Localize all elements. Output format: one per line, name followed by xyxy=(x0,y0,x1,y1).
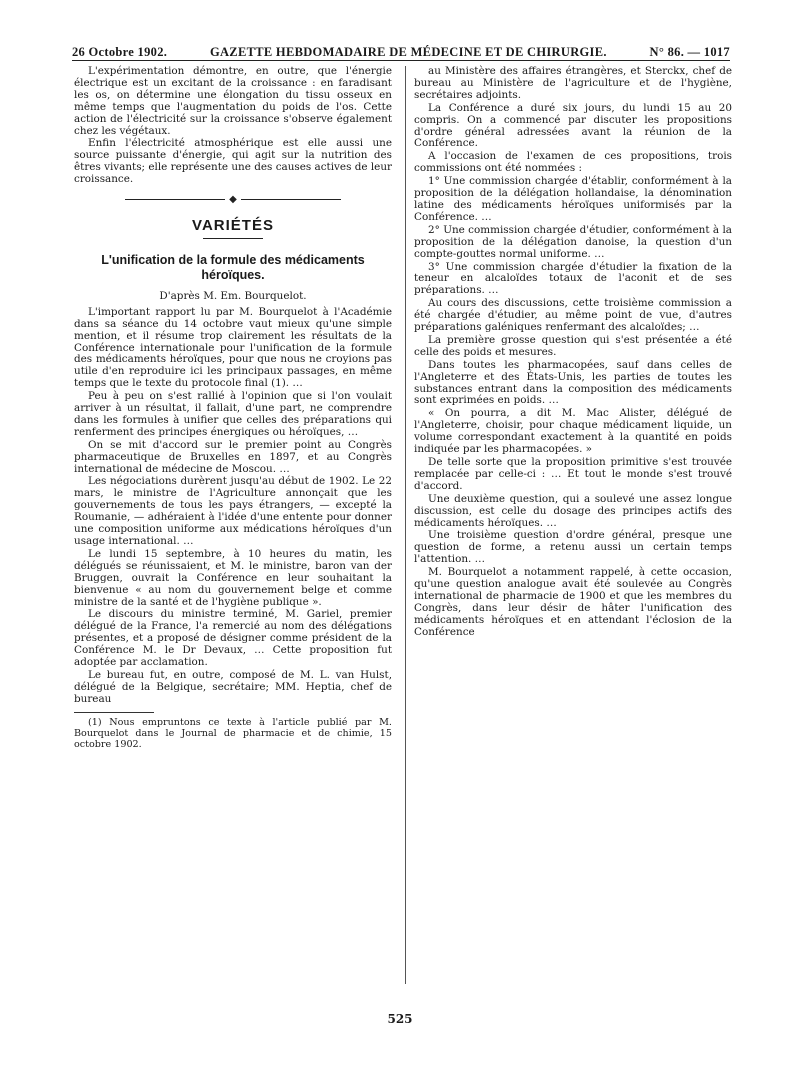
footnote: (1) Nous empruntons ce texte à l'article publié par M. Bourquelot dans le Journal de pharmacie et de chimie, 15 octobre 1902. xyxy=(74,716,392,750)
article-title: L'unification de la formule des médicaments héroïques. xyxy=(101,252,365,282)
body-paragraph: Une deuxième question, qui a soulevé une assez longue discussion, est celle du dosage des principes actifs des médicaments héroïques. … xyxy=(414,492,732,529)
body-paragraph: De telle sorte que la proposition primitive s'est trouvée remplacée par celle-ci : … Et tout le monde s'est trouvé d'accord. xyxy=(414,456,732,492)
footnote-rule xyxy=(74,712,154,713)
body-paragraph: A l'occasion de l'examen de ces propositions, trois commissions ont été nommées : xyxy=(414,150,732,175)
body-paragraph: On se mit d'accord sur le premier point au Congrès pharmaceutique de Bruxelles en 1897, et au Congrès international de médecine de Moscou. … xyxy=(74,438,392,475)
section-rule xyxy=(203,238,263,239)
body-paragraph: 3° Une commission chargée d'étudier la fixation de la teneur en alcaloïdes totaux de l'aconit et de ses préparations. … xyxy=(414,260,732,297)
header-issue-page: N° 86. — 1017 xyxy=(649,45,730,59)
column-divider xyxy=(405,66,406,984)
section-ornament: ◆ xyxy=(74,194,392,206)
body-paragraph: Le bureau fut, en outre, composé de M. L. van Hulst, délégué de la Belgique, secrétaire; MM. Heptia, chef de bureau xyxy=(74,668,392,705)
body-paragraph: La Conférence a duré six jours, du lundi 15 au 20 compris. On a commencé par discuter les propositions d'ordre général adressées avant la réunion de la Conférence. xyxy=(414,101,732,150)
body-paragraph: Dans toutes les pharmacopées, sauf dans celles de l'Angleterre et des États-Unis, les parties de toutes les substances entrant dans la composition des médicaments sont exprimées en poids. … xyxy=(414,358,732,407)
body-paragraph: Peu à peu on s'est rallié à l'opinion que si l'on voulait arriver à un résultat, il fallait, d'une part, ne comprendre dans les formules à unifier que celles des préparations qui renferment des principes énergiques ou héroïques, … xyxy=(74,390,392,438)
header-journal-title: GAZETTE HEBDOMADAIRE DE MÉDECINE ET DE CHIRURGIE. xyxy=(209,45,607,59)
body-paragraph: Une troisième question d'ordre général, presque une question de forme, a retenu aussi un certain temps l'attention. … xyxy=(414,529,732,566)
running-header xyxy=(72,38,730,61)
intro-paragraph: Enfin l'électricité atmosphérique est elle aussi une source puissante d'énergie, qui agit sur la nutrition des êtres vivants; elle représente une des causes actives de leur croissance. xyxy=(74,137,392,186)
body-paragraph: Les négociations durèrent jusqu'au début de 1902. Le 22 mars, le ministre de l'Agriculture annonçait que les gouvernements de tous les pays étrangers, — excepté la Roumanie, — adhéraient à l'idée d'une entente pour donner une composition uniforme aux médications héroïques d'un usage international. … xyxy=(74,475,392,547)
right-column xyxy=(414,66,732,640)
left-column xyxy=(74,66,392,750)
header-date: 26 Octobre 1902. xyxy=(72,45,168,59)
body-paragraph: Au cours des discussions, cette troisième commission a été chargée d'étudier, au même point de vue, d'autres préparations galéniques renfermant des alcaloïdes; … xyxy=(414,297,732,334)
article-byline: D'après M. Em. Bourquelot. xyxy=(159,289,307,302)
body-paragraph: Le lundi 15 septembre, à 10 heures du matin, les délégués se réunissaient, et M. le ministre, baron van der Bruggen, ouvrait la Conférence en leur souhaitant la bienvenue « au nom du gouvernement belge et comme ministre de la santé et de l'hygiène publique ». xyxy=(74,547,392,608)
body-paragraph: 1° Une commission chargée d'établir, conformément à la proposition de la délégation hollandaise, la dénomination latine des médicaments héroïques uniformisés par la Conférence. … xyxy=(414,175,732,223)
body-paragraph: au Ministère des affaires étrangères, et Sterckx, chef de bureau au Ministère de l'agriculture et de l'hygiène, secrétaires adjoints. xyxy=(414,65,732,101)
page-number: 525 xyxy=(387,1012,413,1026)
body-paragraph: Le discours du ministre terminé, M. Gariel, premier délégué de la France, l'a remercié au nom des délégations présentes, et a proposé de désigner comme président de la Conférence M. le Dr Devaux, … Cette proposition fut adoptée par acclamation. xyxy=(74,608,392,669)
section-heading: VARIÉTÉS xyxy=(192,216,274,234)
body-paragraph: M. Bourquelot a notamment rappelé, à cette occasion, qu'une question analogue avait été soulevée au Congrès international de pharmacie de 1900 et que les membres du Congrès, dans leur désir de hâter l'unification des médicaments héroïques et en attendant l'éclosion de la Conférence xyxy=(414,566,732,638)
body-paragraph: La première grosse question qui s'est présentée a été celle des poids et mesures. xyxy=(414,333,732,358)
intro-paragraph: L'expérimentation démontre, en outre, que l'énergie électrique est un excitant de la croissance : en faradisant les os, on détermine une élongation du tissu osseux en même temps que l'augmentation du poids de l'os. Cette action de l'électricité sur la croissance s'observe également chez les végétaux. xyxy=(74,65,392,137)
body-paragraph: « On pourra, a dit M. Mac Alister, délégué de l'Angleterre, choisir, pour chaque médicament liquide, un volume correspondant exactement à la quantité en poids indiquée par les pharmacopées. » xyxy=(414,407,732,456)
body-paragraph: 2° Une commission chargée d'étudier, conformément à la proposition de la délégation danoise, la question d'un compte-gouttes normal uniforme. … xyxy=(414,223,732,260)
body-paragraph: L'important rapport lu par M. Bourquelot à l'Académie dans sa séance du 14 octobre vaut mieux qu'une simple mention, et il résume trop clairement les résultats de la Conférence internationale pour l'unification de la formule des médicaments héroïques, pour que nous ne croyions pas utile d'en reproduire ici les principaux passages, en même temps que le texte du protocole final (1). … xyxy=(74,305,392,390)
